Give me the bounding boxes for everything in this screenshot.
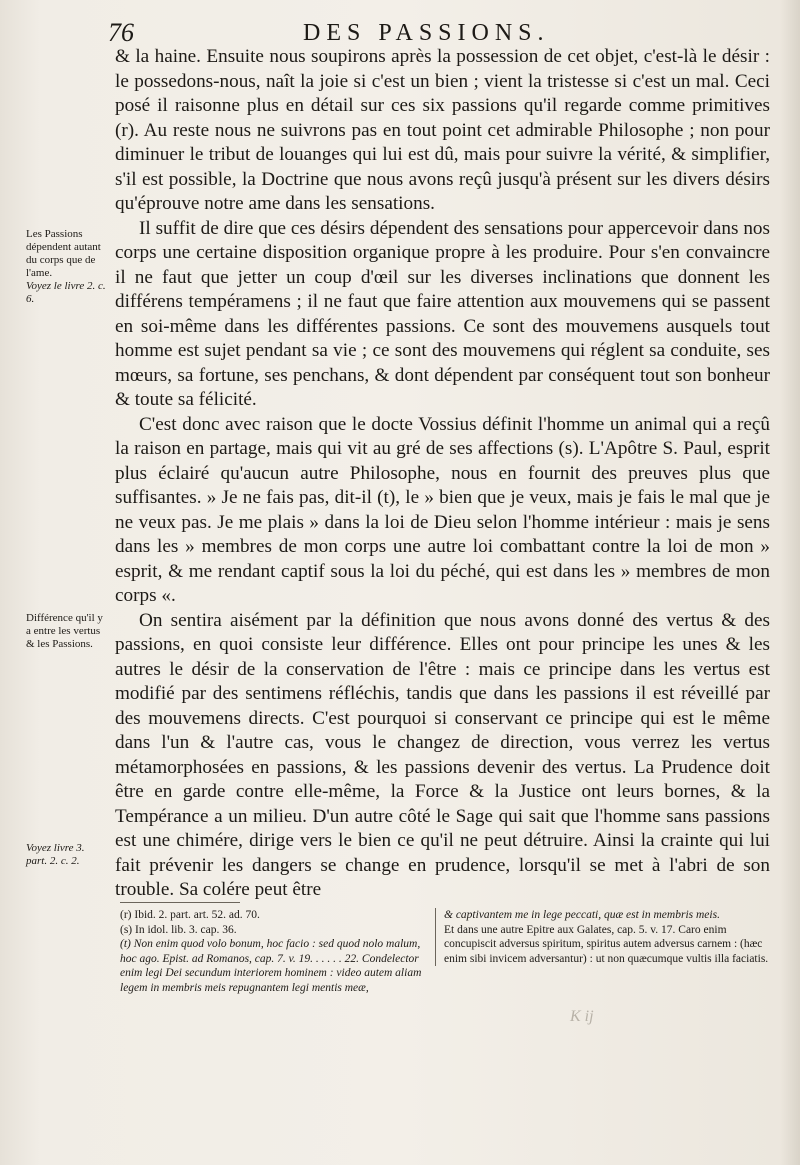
footnote-galates: Et dans une autre Epitre aux Galates, cap. 5. v. 17. Caro enim concupiscit adversus spiritum, spiritus autem adversus carnem : (hæc enim sibi invicem adversantur) : ut non quæcumque vultis illa faciatis. (444, 923, 769, 965)
main-text (115, 45, 770, 903)
footnotes-right-column (435, 908, 779, 966)
footnote-t: (t) Non enim quod volo bonum, hoc facio : sed quod nolo malum, hoc ago. Epist. ad Romanos, cap. 7. v. 19. . . . . . 22. Condelector enim legi Dei secundum interiorem hominem : video autem aliam legem in membris meis repugnantem legi mentis meæ, (120, 938, 422, 994)
footnote-continuation: & captivantem me in lege peccati, quæ est in membris meis. (444, 909, 720, 921)
margin-note-1-ref: Voyez le livre 2. c. 6. (26, 280, 106, 305)
footnote-rule (120, 902, 240, 903)
margin-note-1-text: Les Passions dépendent autant du corps que de l'ame. (26, 228, 101, 279)
margin-note-3 (26, 842, 108, 868)
signature-mark: K ij (570, 1008, 594, 1025)
margin-note-3-ref: Voyez livre 3. part. 2. c. 2. (26, 842, 85, 867)
margin-note-2-text: Différence qu'il y a entre les vertus & les Passions. (26, 612, 103, 650)
paragraph-2: Il suffit de dire que ces désirs dépendent des sensations pour appercevoir dans nos corps une certaine disposition organique propre à les produire. Pour s'en convaincre il ne faut que jetter un coup d'œil sur les diverses inclinations que donnent les différens tempéramens ; il ne faut que faire attention aux mouvemens qui se passent en soi-même dans les différentes passions. Ce sont des mouvemens ausquels tout homme est sujet pendant sa vie ; ce sont des mouvemens qui réglent sa conduite, ses mœurs, sa fortune, ses penchans, & dont dépendent par conséquent tout son bonheur & toute sa félicité. (115, 217, 770, 410)
footnote-r: (r) Ibid. 2. part. art. 52. ad. 70. (120, 909, 260, 921)
footnotes-left-column (120, 908, 425, 995)
running-title: DES PASSIONS. (303, 20, 550, 46)
page-number: 76 (108, 18, 134, 47)
page-header (108, 18, 768, 48)
paragraph-4: On sentira aisément par la définition que nous avons donné des vertus & des passions, en quoi consiste leur différence. Elles ont pour principe les unes & les autres le désir de la conservation de l'être : mais ce principe dans les vertus est modifié par des sentimens réfléchis, tandis que dans les passions il est réveillé par des mouvemens directs. C'est pourquoi si conservant ce principe qui est le même dans l'un & l'autre cas, vous le changez de direction, vous verrez les vertus métamorphosées en passions, & les passions devenir des vertus. La Prudence doit être en garde contre elle-même, la Force & la Justice ont leurs bornes, & la Tempérance a un milieu. D'un autre côté le Sage qui sait que l'homme sans passions est une chimére, dirige vers le bien ce qu'il ne peut détruire. Ainsi la crainte qui lui fait prévenir les dangers se change en prudence, lorsqu'il se met à l'abri de son trouble. Sa colére peut être (115, 609, 770, 900)
margin-note-2 (26, 612, 108, 651)
margin-note-1 (26, 228, 108, 306)
paragraph-1: & la haine. Ensuite nous soupirons après la possession de cet objet, c'est-là le désir : le possedons-nous, naît la joie si c'est un bien ; vient la tristesse si c'est un mal. Ceci posé il raisonne plus en détail sur ces six passions qu'il regarde comme primitives (r). Au reste nous ne suivrons pas en tout point cet admirable Philosophe ; non pour diminuer le tribut de louanges qui lui est dû, mais pour suivre la vérité, & simplifier, s'il est possible, la Doctrine que nous avons reçû jusqu'à présent sur les divers désirs qu'éprouve notre ame dans les sensations. (115, 46, 770, 214)
paragraph-3: C'est donc avec raison que le docte Vossius définit l'homme un animal qui a reçû la raison en partage, mais qui vit au gré de ses affections (s). L'Apôtre S. Paul, esprit plus éclairé qu'aucun autre Philosophe, nous en fournit des preuves plus que suffisantes. » Je ne fais pas, dit-il (t), le » bien que je veux, mais je fais le mal que je ne veux pas. Je me plais » dans la loi de Dieu selon l'homme intérieur : mais je sens dans les » membres de mon corps une autre loi combattant contre la loi de mon » esprit, & me rendant captif sous la loi du péché, qui est dans les » membres de mon corps «. (115, 413, 770, 606)
footnote-s: (s) In idol. lib. 3. cap. 36. (120, 923, 237, 936)
